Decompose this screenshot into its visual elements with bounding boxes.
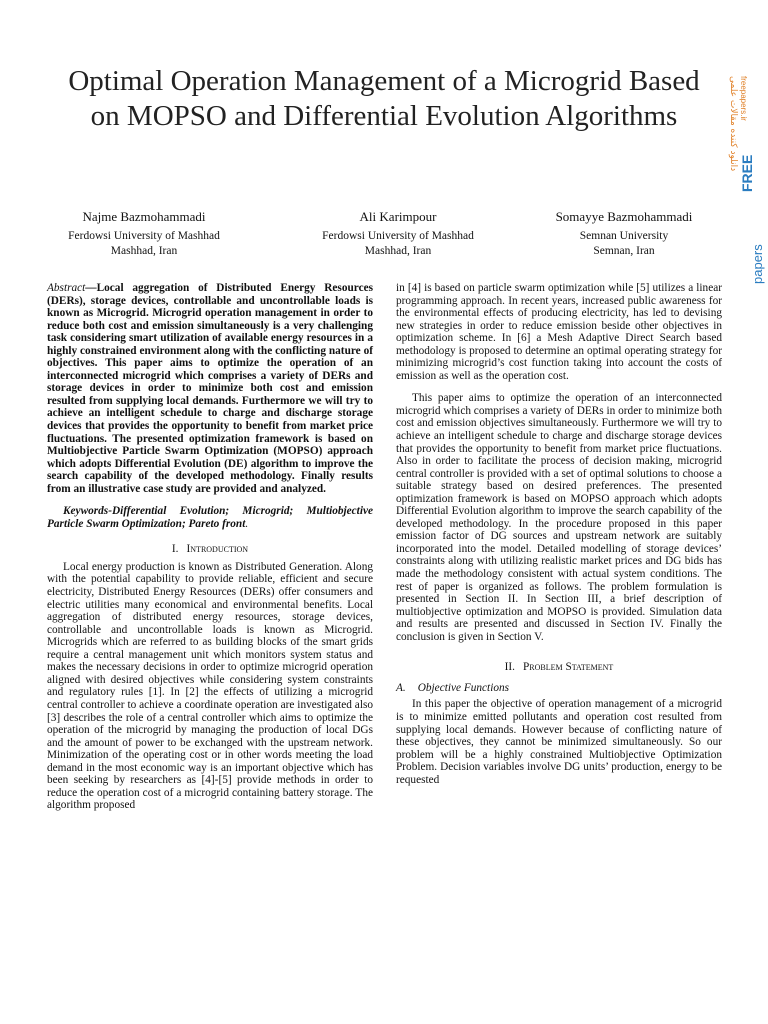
introduction-continuation: in [4] is based on particle swarm optimization while [5] utilizes a linear programming approach. In recent years, increased public awareness for the environmental effects of producing electricity, has led to devising new strategies in order to reduce emission beside other objectives in optimization scheme. In [6] a Mesh Adaptive Direct Search based methodology is proposed to determine an optimal operating strategy for minimizing microgrid’s cost function taking into account the costs of emission as well as the operation cost.	[396, 282, 722, 382]
author-block-2	[288, 208, 508, 259]
subsection-heading-objective-functions	[396, 682, 722, 695]
paper-title: Optimal Operation Management of a Microgrid Based on MOPSO and Differential Evolution Algorithms	[68, 65, 700, 132]
abstract-lead: Abstract	[47, 282, 86, 294]
left-column	[47, 282, 373, 812]
author-affiliation: Ferdowsi University of Mashhad	[322, 230, 474, 242]
author-name: Ali Karimpour	[359, 209, 437, 224]
papers-text: papers	[750, 244, 765, 284]
introduction-paragraph: Local energy production is known as Distributed Generation. Along with the potential capability to provide reliable, efficient and secure electricity, Distributed Energy Resources (DERs) offer consumers and electric utilities many economical and environmental benefits. Local aggregation of distributed energy resources, storage devices, controllable and uncontrollable loads is known as Microgrid. Microgrids which are referred to as building blocks of the smart grids require a central management unit which monitors system status and makes the necessary decisions in order to optimize microgrid operation aligned with desired objectives while considering system constraints and regulatory rules [1]. In [2] the effects of utilizing a microgrid central controller to achieve a coordinate operation are investigated also [3] describes the role of a central controller which aims to optimize the operation of the microgrid by managing the production of local DGs and the amount of power to be exchanged with the upstream network. Minimization of the operating cost or in other words meeting the load demand in the most economic way is an important objective which has been seeking by researchers as [4]-[5] provide methods in order to reduce the operation cost of a microgrid containing battery storage. The algorithm proposed	[47, 560, 373, 812]
subsection-letter: A.	[396, 681, 406, 694]
author-name: Somayye Bazmohammadi	[555, 209, 693, 224]
section-heading-introduction	[47, 543, 373, 556]
free-papers-mark	[724, 60, 765, 284]
section-numeral: I.	[171, 543, 179, 556]
author-location: Semnan, Iran	[593, 245, 655, 257]
subsection-title: Objective Functions	[417, 681, 510, 694]
keywords-body: Differential Evolution; Microgrid; Multiobjective Particle Swarm Optimization; Pareto front	[47, 505, 373, 530]
keywords-lead: Keywords-	[63, 505, 112, 518]
abstract-dash: —	[85, 282, 97, 294]
introduction-paragraph-2: This paper aims to optimize the operation of an interconnected microgrid which comprises a variety of DERs in order to minimize both cost and emission objectives simultaneously. Furthermore we will try to achieve an intelligent schedule to charge and discharge storage devices that provides the opportunity to benefit from market price fluctuations. Also in order to facilitate the process of decision making, microgrid central controller is provided with a set of optimal solutions to choose a suitable strategy based on desired preferences. The presented optimization framework is based on MOPSO approach which adopts Differential Evolution algorithm to improve the search capability of the developed methodology. In the procedure proposed in this paper emission factor of DG sources and upstream network are suitably incorporated into the model. Detailed modelling of storage devices’ constraints along with utilizing realistic market prices and DG bids has made the methodology consistent with actual system conditions. The rest of paper is organized as follows. The problem formulation is presented in Section II. In Section III, a brief description of multiobjective optimization and MOPSO is provided. Simulation data and results are presented and discussed in Section IV. Finally the conclusion is given in Section V.	[396, 392, 722, 643]
free-text: FREE	[739, 154, 755, 192]
author-location: Mashhad, Iran	[364, 245, 432, 257]
author-name: Najme Bazmohammadi	[82, 209, 206, 224]
freepapers-badge	[722, 60, 765, 284]
abstract-body: Local aggregation of Distributed Energy Resources (DERs), storage devices, controllable and uncontrollable loads is known as Microgrid. Microgrid operation management in order to reduce both cost and emission simultaneously is a very challenging task considering smart utilization of available energy resources in a highly constrained environment along with the conflicting nature of objectives. This paper aims to optimize the operation of an interconnected microgrid which comprises a variety of DERs and storage devices in order to minimize both cost and emission resulted from supplying local demands. Furthermore we will try to achieve an intelligent schedule to charge and discharge storage devices that provides the opportunity to benefit from market price fluctuations. The presented optimization framework is based on Multiobjective Particle Swarm Optimization (MOPSO) approach which adopts Differential Evolution (DE) algorithm to improve the search capability of the developed methodology. Finally results from an illustrative case study are provided and analyzed.	[47, 282, 373, 495]
section-title: Introduction	[186, 543, 249, 556]
author-block-3	[514, 208, 734, 259]
section-numeral: II.	[504, 661, 516, 674]
keywords-tail: .	[245, 517, 249, 530]
objective-functions-paragraph: In this paper the objective of operation management of a microgrid is to minimize emitted pollutants and operation cost resulted from supplying local demands. However because of conflicting nature of these objectives, they cannot be minimized simultaneously. So our problem will be a highly constrained Multiobjective Optimization Problem. Decision variables involve DG units’ production, energy to be requested	[396, 698, 722, 786]
site-text: freepapers.ir	[739, 76, 748, 121]
section-heading-problem-statement	[396, 661, 722, 674]
author-affiliation: Semnan University	[579, 230, 669, 242]
right-column	[396, 282, 722, 786]
section-title: Problem Statement	[523, 661, 614, 674]
keywords	[47, 505, 373, 530]
author-location: Mashhad, Iran	[110, 245, 178, 257]
author-block-1	[34, 208, 254, 259]
abstract	[47, 282, 373, 495]
author-affiliation: Ferdowsi University of Mashhad	[68, 230, 220, 242]
persian-text: دانلود کننده مقالات علمی	[728, 76, 738, 172]
